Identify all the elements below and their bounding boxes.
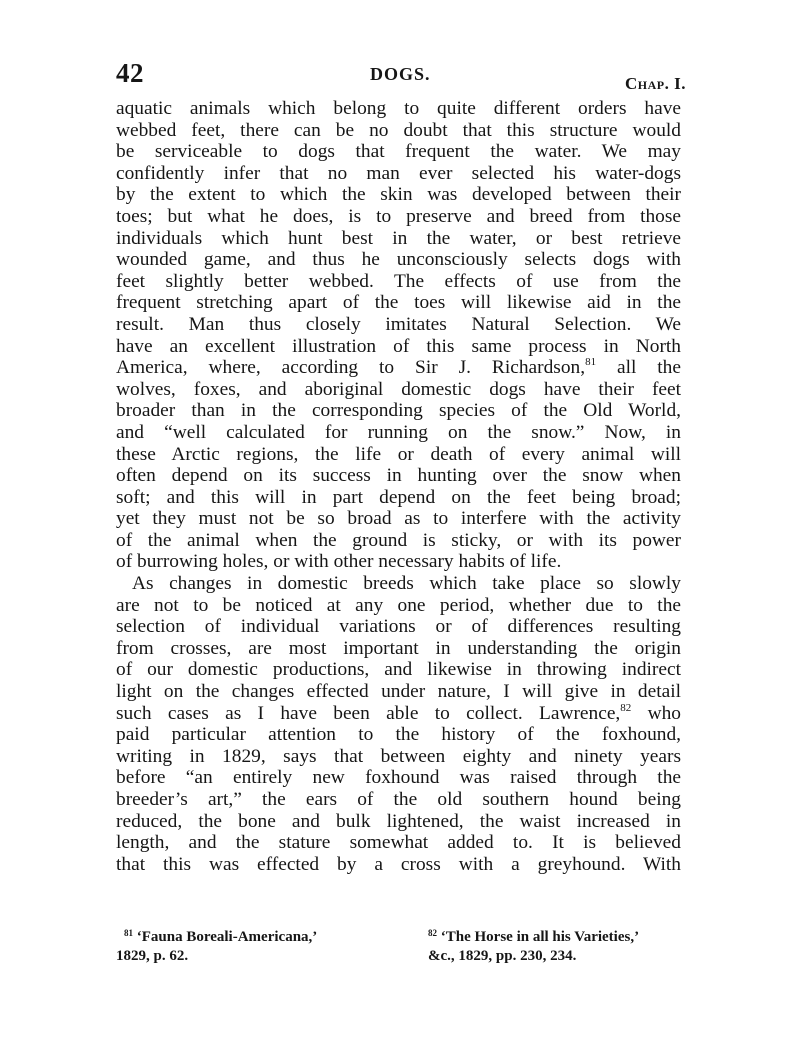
footnote bbox=[428, 928, 639, 966]
footnote-marker: 81 bbox=[585, 356, 597, 369]
text-line: be serviceable to dogs that frequent the water. We may bbox=[116, 141, 681, 163]
text-line: these Arctic regions, the life or death of every animal will bbox=[116, 443, 681, 465]
footnote-marker: 82 bbox=[620, 701, 632, 714]
text-line: of burrowing holes, or with other necessary habits of life. bbox=[116, 551, 562, 573]
text-line: America, where, according to Sir J. Richardson,$^{81}$ all the bbox=[116, 356, 681, 379]
text-line: broader than in the corresponding species of the Old World, bbox=[116, 400, 681, 422]
text-line: wolves, foxes, and aboriginal domestic dogs have their feet bbox=[116, 378, 681, 400]
text-line: result. Man thus closely imitates Natural Selection. We bbox=[116, 313, 681, 335]
text-line: by the extent to which the skin was developed between their bbox=[116, 184, 681, 206]
text-line: selection of individual variations or of differences resulting bbox=[116, 616, 681, 638]
text-line: often depend on its success in hunting over the snow when bbox=[116, 465, 681, 487]
text-line: writing in 1829, says that between eighty and ninety years bbox=[116, 745, 681, 767]
text-line: As changes in domestic breeds which take place so slowly bbox=[132, 573, 681, 595]
text-line: have an excellent illustration of this same process in North bbox=[116, 335, 681, 357]
text-line: webbed feet, there can be no doubt that this structure would bbox=[116, 119, 681, 141]
text-line: before “an entirely new foxhound was raised through the bbox=[116, 767, 681, 789]
text-line: from crosses, are most important in understanding the origin bbox=[116, 637, 681, 659]
text-line: such cases as I have been able to collect. Lawrence,$^{82}$ who bbox=[116, 701, 682, 724]
text-line: breeder’s art,” the ears of the old southern hound being bbox=[116, 789, 681, 810]
text-line: soft; and this will in part depend on the feet being broad; bbox=[116, 486, 681, 508]
text-line: paid particular attention to the history of the foxhound, bbox=[116, 724, 681, 746]
page-number: 42 bbox=[116, 58, 144, 88]
text-line: of our domestic productions, and likewise in throwing indirect bbox=[116, 659, 681, 681]
footnote-text: ‘Fauna Boreali-Americana,’ bbox=[133, 929, 318, 945]
text-line: of the animal when the ground is sticky, or with its power bbox=[116, 529, 681, 551]
text-line: that this was effected by a cross with a greyhound. With bbox=[116, 853, 681, 875]
page-header bbox=[116, 58, 686, 98]
text-line: individuals which hunt best in the water, or best retrieve bbox=[116, 227, 681, 249]
text-line: feet slightly better webbed. The effects of use from the bbox=[116, 270, 681, 292]
chapter-label: Chap. I. bbox=[625, 74, 686, 93]
running-title: DOGS. bbox=[370, 64, 431, 84]
body-text bbox=[116, 98, 681, 875]
footnote bbox=[116, 928, 318, 966]
paragraph bbox=[116, 573, 681, 875]
paragraph bbox=[116, 98, 681, 573]
footnote-number: 82 bbox=[428, 928, 437, 938]
text-line: yet they must not be so broad as to interfere with the activity bbox=[116, 508, 681, 530]
text-line: length, and the stature somewhat added to. It is believed bbox=[116, 832, 681, 854]
text-line: frequent stretching apart of the toes will likewise aid in the bbox=[116, 292, 681, 314]
footnote-citation: 1829, p. 62. bbox=[116, 948, 189, 964]
footnote-citation: &c., 1829, pp. 230, 234. bbox=[428, 948, 577, 964]
text-line: confidently infer that no man ever selected his water-dogs bbox=[116, 162, 681, 184]
text-line: are not to be noticed at any one period, whether due to the bbox=[116, 594, 681, 616]
footnote-number: 81 bbox=[124, 928, 133, 938]
text-line: toes; but what he does, is to preserve and breed from those bbox=[116, 205, 681, 227]
text-line: reduced, the bone and bulk lightened, the waist increased in bbox=[116, 810, 681, 832]
text-line: and “well calculated for running on the snow.” Now, in bbox=[116, 421, 681, 443]
footnote-text: ‘The Horse in all his Varieties,’ bbox=[437, 929, 640, 945]
text-line: light on the changes effected under nature, I will give in detail bbox=[116, 681, 681, 703]
text-line: aquatic animals which belong to quite different orders have bbox=[116, 98, 681, 119]
text-line: wounded game, and thus he unconsciously selects dogs with bbox=[116, 249, 681, 271]
